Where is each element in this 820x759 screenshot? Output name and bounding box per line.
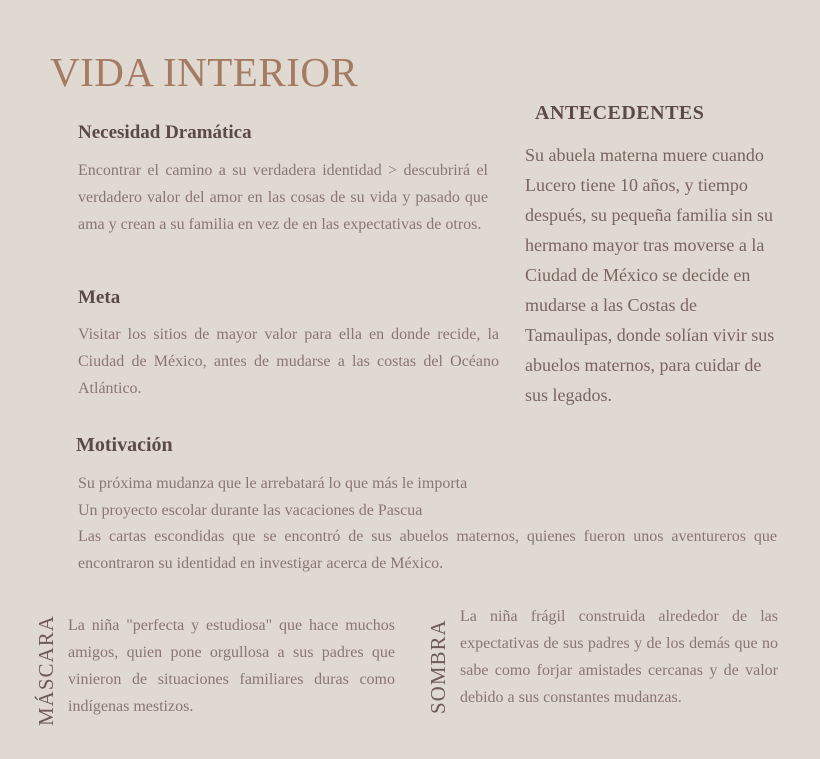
motivacion-heading: Motivación: [76, 434, 173, 456]
necesidad-heading: Necesidad Dramática: [78, 122, 252, 143]
antecedentes-text: Su abuela materna muere cuando Lucero tiene 10 años, y tiempo después, su pequeña familia sin su hermano mayor tras moverse a la Ciudad de México se decide en mudarse a las Costas de Tamaulipas, donde solían vivir sus abuelos maternos, para cuidar de sus legados.: [525, 145, 775, 405]
motivacion-item: Su próxima mudanza que le arrebatará lo que más le importa: [78, 475, 468, 492]
motivacion-item: Un proyecto escolar durante las vacaciones de Pascua: [78, 501, 423, 519]
antecedentes-heading: ANTECEDENTES: [535, 102, 705, 124]
sombra-text: La niña frágil construida alrededor de las expectativas de sus padres y de los demás que no sabe como forjar amistades cercanas y de valor debido a sus constantes mudanzas.: [460, 608, 778, 706]
meta-heading: Meta: [78, 287, 121, 308]
sombra-label: SOMBRA: [426, 619, 450, 714]
mascara-label: MÁSCARA: [34, 615, 58, 726]
page-title: VIDA INTERIOR: [50, 49, 359, 95]
mascara-text: La niña "perfecta y estudiosa" que hace muchos amigos, quien pone orgullosa a sus padres que vinieron de situaciones familiares duras como indígenas mestizos.: [68, 617, 395, 715]
meta-text: Visitar los sitios de mayor valor para ella en donde recide, la Ciudad de México, antes de mudarse a las costas del Océano Atlántico.: [78, 326, 499, 397]
motivacion-item: Las cartas escondidas que se encontró de sus abuelos maternos, quienes fueron unos aventureros que encontraron su identidad en investigar acerca de México.: [78, 528, 777, 572]
necesidad-text: Encontrar el camino a su verdadera identidad > descubrirá el verdadero valor del amor en las cosas de su vida y pasado que ama y crean a su familia en vez de en las expectativas de otros.: [78, 162, 488, 233]
motivacion-list: [78, 471, 777, 577]
